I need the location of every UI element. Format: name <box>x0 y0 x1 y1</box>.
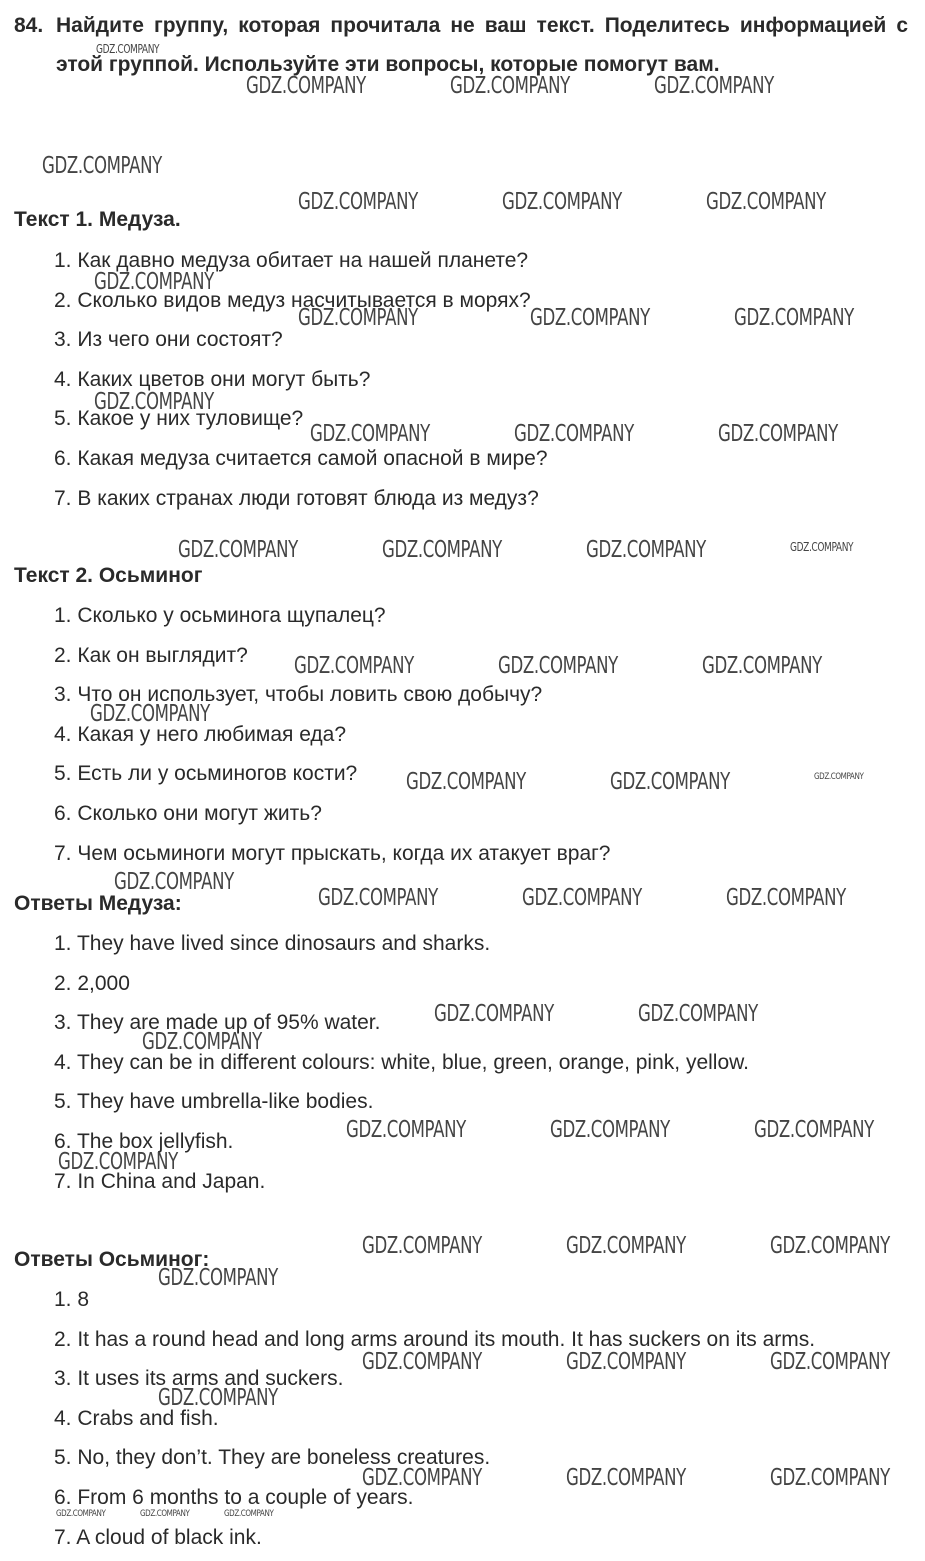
watermark: GDZ.COMPANY <box>522 885 642 911</box>
list-item: 1. Сколько у осьминога щупалец? <box>54 604 386 627</box>
list-item: 7. Чем осьминоги могут прыскать, когда их атакует враг? <box>54 841 611 865</box>
list-item: 3. It uses its arms and suckers. <box>54 1367 344 1391</box>
answers1-title: Ответы Медуза: <box>14 892 182 915</box>
list-item: 4. Каких цветов они могут быть? <box>54 367 371 391</box>
watermark: GDZ.COMPANY <box>142 1029 262 1055</box>
text1-questions <box>54 241 548 518</box>
watermark: GDZ.COMPANY <box>96 42 160 56</box>
list-item: 6. Сколько они могут жить? <box>54 801 322 825</box>
watermark: GDZ.COMPANY <box>702 653 822 679</box>
watermark: GDZ.COMPANY <box>770 1349 890 1375</box>
watermark: GDZ.COMPANY <box>638 1001 758 1027</box>
watermark: GDZ.COMPANY <box>158 1265 278 1291</box>
answers2-title: Ответы Осьминог: <box>14 1248 210 1271</box>
list-item: 1. They have lived since dinosaurs and sharks. <box>54 932 491 955</box>
list-item: 4. Какая у него любимая еда? <box>54 722 347 746</box>
watermark: GDZ.COMPANY <box>586 537 706 563</box>
list-item: 7. A cloud of black ink. <box>54 1525 262 1549</box>
list-item: 3. Что он использует, чтобы ловить свою добычу? <box>54 683 543 707</box>
task-block <box>14 6 908 84</box>
list-item: 6. The box jellyfish. <box>54 1129 234 1153</box>
watermark: GDZ.COMPANY <box>362 1349 482 1375</box>
watermark: GDZ.COMPANY <box>246 73 366 99</box>
list-item: 3. They are made up of 95% water. <box>54 1011 381 1035</box>
list-item: 4. Crabs and fish. <box>54 1406 219 1430</box>
text1-title: Текст 1. Медуза. <box>14 208 181 231</box>
answers2-list <box>54 1280 815 1557</box>
list-item: 7. В каких странах люди готовят блюда из медуз? <box>54 486 539 510</box>
text2-title: Текст 2. Осьминог <box>14 564 203 587</box>
watermark: GDZ.COMPANY <box>94 269 214 295</box>
watermark: GDZ.COMPANY <box>114 869 234 895</box>
watermark: GDZ.COMPANY <box>58 1149 178 1175</box>
list-item: 5. They have umbrella-like bodies. <box>54 1090 374 1114</box>
watermark: GDZ.COMPANY <box>434 1001 554 1027</box>
list-item: 6. From 6 months to a couple of years. <box>54 1485 414 1509</box>
list-item: 6. Какая медуза считается самой опасной в мире? <box>54 446 548 470</box>
watermark: GDZ.COMPANY <box>718 421 838 447</box>
watermark: GDZ.COMPANY <box>754 1117 874 1143</box>
watermark: GDZ.COMPANY <box>450 73 570 99</box>
watermark: GDZ.COMPANY <box>566 1349 686 1375</box>
watermark: GDZ.COMPANY <box>790 540 854 554</box>
watermark: GDZ.COMPANY <box>610 769 730 795</box>
list-item: 1. 8 <box>54 1288 90 1311</box>
watermark: GDZ.COMPANY <box>566 1465 686 1491</box>
text2-questions <box>54 596 610 873</box>
list-item: 5. Какое у них туловище? <box>54 407 304 431</box>
watermark: GDZ.COMPANY <box>310 421 430 447</box>
watermark: GDZ.COMPANY <box>298 305 418 331</box>
watermark: GDZ.COMPANY <box>770 1233 890 1259</box>
watermark: GDZ.COMPANY <box>90 701 210 727</box>
watermark: GDZ.COMPANY <box>514 421 634 447</box>
watermark: GDZ.COMPANY <box>734 305 854 331</box>
watermark: GDZ.COMPANY <box>362 1233 482 1259</box>
watermark: GDZ.COMPANY <box>318 885 438 911</box>
list-item: 2. Сколько видов медуз насчитывается в морях? <box>54 288 531 312</box>
watermark: GDZ.COMPANY <box>502 189 622 215</box>
list-item: 2. 2,000 <box>54 971 130 995</box>
list-item: 3. Из чего они состоят? <box>54 328 283 352</box>
watermark: GDZ.COMPANY <box>158 1385 278 1411</box>
watermark: GDZ.COMPANY <box>550 1117 670 1143</box>
watermark: GDZ.COMPANY <box>140 1509 190 1519</box>
watermark: GDZ.COMPANY <box>726 885 846 911</box>
list-item: 4. They can be in different colours: white, blue, green, orange, pink, yellow. <box>54 1050 749 1074</box>
list-item: 7. In China and Japan. <box>54 1169 266 1193</box>
watermark: GDZ.COMPANY <box>56 1509 106 1519</box>
watermark: GDZ.COMPANY <box>706 189 826 215</box>
watermark: GDZ.COMPANY <box>178 537 298 563</box>
watermark: GDZ.COMPANY <box>224 1509 274 1519</box>
list-item: 2. It has a round head and long arms around its mouth. It has suckers on its arms. <box>54 1327 816 1351</box>
task-number: 84. <box>14 14 44 37</box>
watermark: GDZ.COMPANY <box>566 1233 686 1259</box>
list-item: 5. Есть ли у осьминогов кости? <box>54 762 358 786</box>
list-item: 1. Как давно медуза обитает на нашей планете? <box>54 249 529 272</box>
watermark: GDZ.COMPANY <box>94 389 214 415</box>
watermark: GDZ.COMPANY <box>298 189 418 215</box>
watermark: GDZ.COMPANY <box>654 73 774 99</box>
watermark: GDZ.COMPANY <box>294 653 414 679</box>
list-item: 2. Как он выглядит? <box>54 643 248 667</box>
watermark: GDZ.COMPANY <box>498 653 618 679</box>
watermark: GDZ.COMPANY <box>362 1465 482 1491</box>
watermark: GDZ.COMPANY <box>770 1465 890 1491</box>
list-item: 5. No, they don’t. They are boneless creatures. <box>54 1446 491 1470</box>
watermark: GDZ.COMPANY <box>382 537 502 563</box>
watermark: GDZ.COMPANY <box>42 153 162 179</box>
task-instruction: Найдите группу, которая прочитала не ваш текст. Поделитесь информацией с этой группой. Используйте эти вопросы, которые помогут вам. <box>56 14 908 76</box>
watermark: GDZ.COMPANY <box>406 769 526 795</box>
watermark: GDZ.COMPANY <box>814 772 864 782</box>
watermark: GDZ.COMPANY <box>346 1117 466 1143</box>
answers1-list <box>54 924 749 1201</box>
watermark: GDZ.COMPANY <box>530 305 650 331</box>
